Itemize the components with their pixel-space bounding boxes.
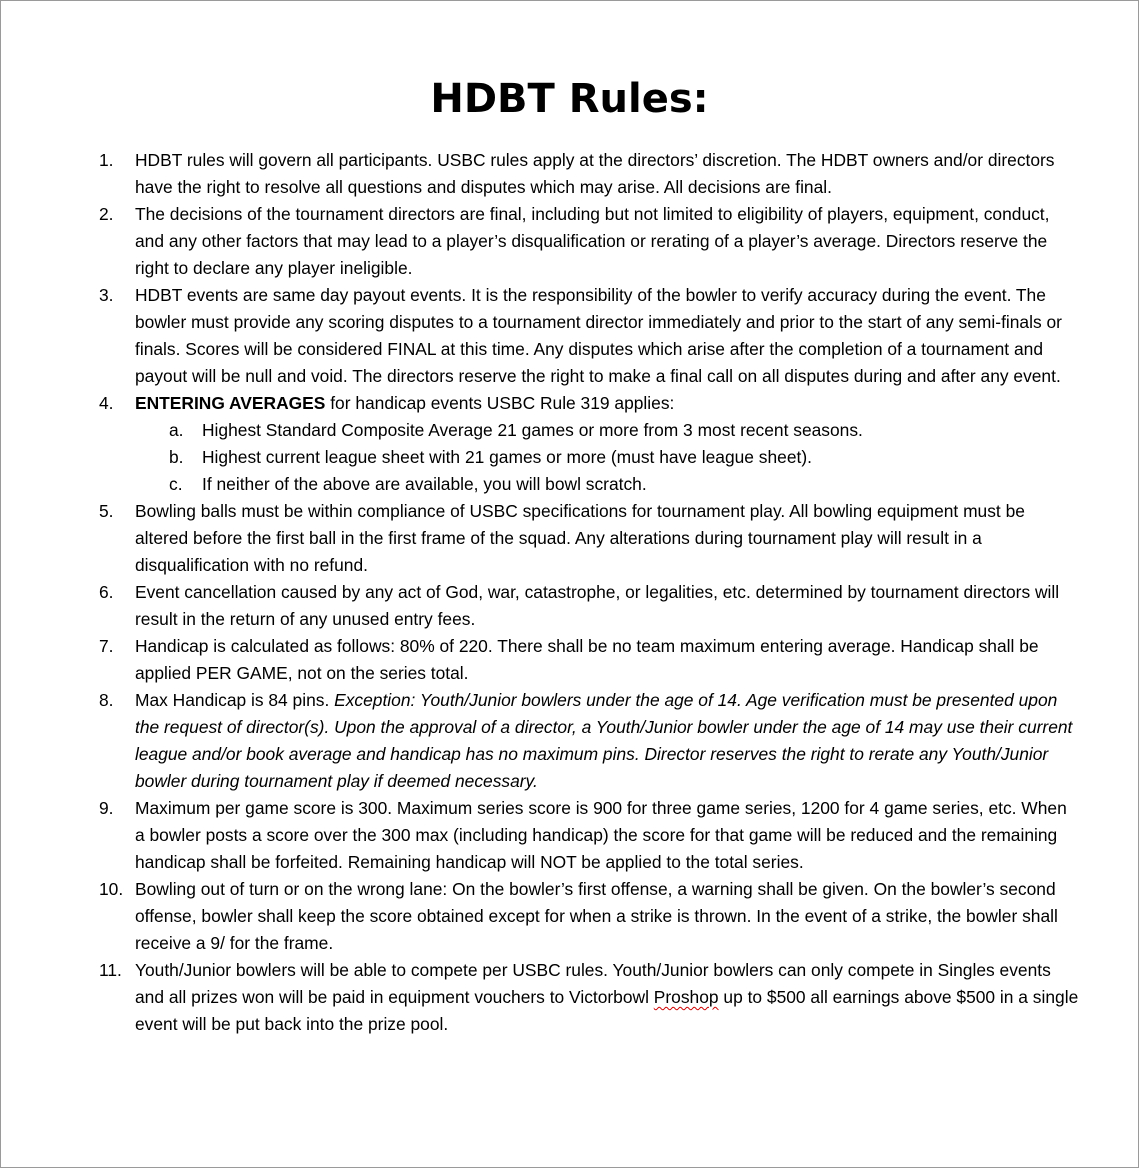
rule-text: The decisions of the tournament directors are final, including but not limited to eligibility of players, equipment, conduct, and any other factors that may lead to a player’s disqualification or rerating of a player’s average. Directors reserve the right to declare any player ineligible. <box>135 204 1050 278</box>
subitem-text: Highest current league sheet with 21 games or more (must have league sheet). <box>202 447 812 467</box>
rule-item <box>99 957 1079 1038</box>
rule-subitems <box>135 417 1079 498</box>
subitem-letter: c. <box>169 474 183 494</box>
rule-number: 3. <box>99 285 114 305</box>
subitem-letter: a. <box>169 420 184 440</box>
rule-number: 8. <box>99 690 114 710</box>
rule-subitem <box>135 444 1079 471</box>
rule-item <box>99 498 1079 579</box>
rule-text: HDBT rules will govern all participants. USBC rules apply at the directors’ discretion. The HDBT owners and/or directors have the right to resolve all questions and disputes which may arise. All decisions are final. <box>135 150 1055 197</box>
rule-subitem <box>135 417 1079 444</box>
rule-text: Bowling balls must be within compliance of USBC specifications for tournament play. All bowling equipment must be altered before the first ball in the first frame of the squad. Any alterations during tournament play will result in a disqualification with no refund. <box>135 501 1025 575</box>
rule-item <box>99 201 1079 282</box>
rule-text: Max Handicap is 84 pins. <box>135 690 335 710</box>
rule-text: up to $500 all earnings above $500 in a single event will be put back into the prize pool. <box>135 987 1079 1034</box>
rule-number: 5. <box>99 501 114 521</box>
page-title: HDBT Rules: <box>430 76 709 122</box>
rule-number: 11. <box>99 960 122 980</box>
rule-text: Bowling out of turn or on the wrong lane: On the bowler’s first offense, a warning shall be given. On the bowler’s second offense, bowler shall keep the score obtained except for when a strike is thrown. In the event of a strike, the bowler shall receive a 9/ for the frame. <box>135 879 1058 953</box>
rule-text: Maximum per game score is 300. Maximum series score is 900 for three game series, 1200 for 4 game series, etc. When a bowler posts a score over the 300 max (including handicap) the score for that game will be reduced and the remaining handicap shall be forfeited. Remaining handicap will NOT be applied to the total series. <box>135 798 1067 872</box>
rule-number: 1. <box>99 150 114 170</box>
rule-text: Event cancellation caused by any act of God, war, catastrophe, or legalities, etc. determined by tournament directors will result in the return of any unused entry fees. <box>135 582 1060 629</box>
spellcheck-flagged-word[interactable]: Proshop <box>653 987 719 1007</box>
rule-item <box>99 687 1079 795</box>
rule-item <box>99 633 1079 687</box>
subitem-letter: b. <box>169 447 184 467</box>
rule-item <box>99 795 1079 876</box>
rule-item <box>99 390 1079 498</box>
rule-number: 7. <box>99 636 114 656</box>
rule-number: 2. <box>99 204 114 224</box>
rule-number: 10. <box>99 879 124 899</box>
rule-number: 6. <box>99 582 114 602</box>
subitem-text: If neither of the above are available, you will bowl scratch. <box>202 474 647 494</box>
rule-subitem <box>135 471 1079 498</box>
rule-item <box>99 876 1079 957</box>
rule-text: Youth/Junior bowlers will be able to compete per USBC rules. Youth/Junior bowlers can only compete in Singles events and all prizes won will be paid in equipment vouchers to Victorbowl <box>135 960 1051 1007</box>
rule-text: Handicap is calculated as follows: 80% of 220. There shall be no team maximum entering average. Handicap shall be applied PER GAME, not on the series total. <box>135 636 1039 683</box>
rule-text: for handicap events USBC Rule 319 applies: <box>325 393 675 413</box>
subitem-text: Highest Standard Composite Average 21 games or more from 3 most recent seasons. <box>202 420 863 440</box>
rule-number: 4. <box>99 393 114 413</box>
rule-item <box>99 282 1079 390</box>
rules-list <box>99 147 1079 1038</box>
rule-item <box>99 147 1079 201</box>
rule-text: HDBT events are same day payout events. It is the responsibility of the bowler to verify accuracy during the event. The bowler must provide any scoring disputes to a tournament director immediately and prior to the start of any semi-finals or finals. Scores will be considered FINAL at this time. Any disputes which arise after the completion of a tournament and payout will be null and void. The directors reserve the right to make a final call on all disputes during and after any event. <box>135 285 1062 386</box>
rule-number: 9. <box>99 798 114 818</box>
rule-item <box>99 579 1079 633</box>
rule-italic-text: Exception: Youth/Junior bowlers under the age of 14. Age verification must be presented upon the request of director(s). Upon the approval of a director, a Youth/Junior bowler under the age of 14 may use their current league and/or book average and handicap has no maximum pins. Director reserves the right to rerate any Youth/Junior bowler during tournament play if deemed necessary. <box>135 690 1073 791</box>
rule-bold-text: ENTERING AVERAGES <box>135 393 326 413</box>
